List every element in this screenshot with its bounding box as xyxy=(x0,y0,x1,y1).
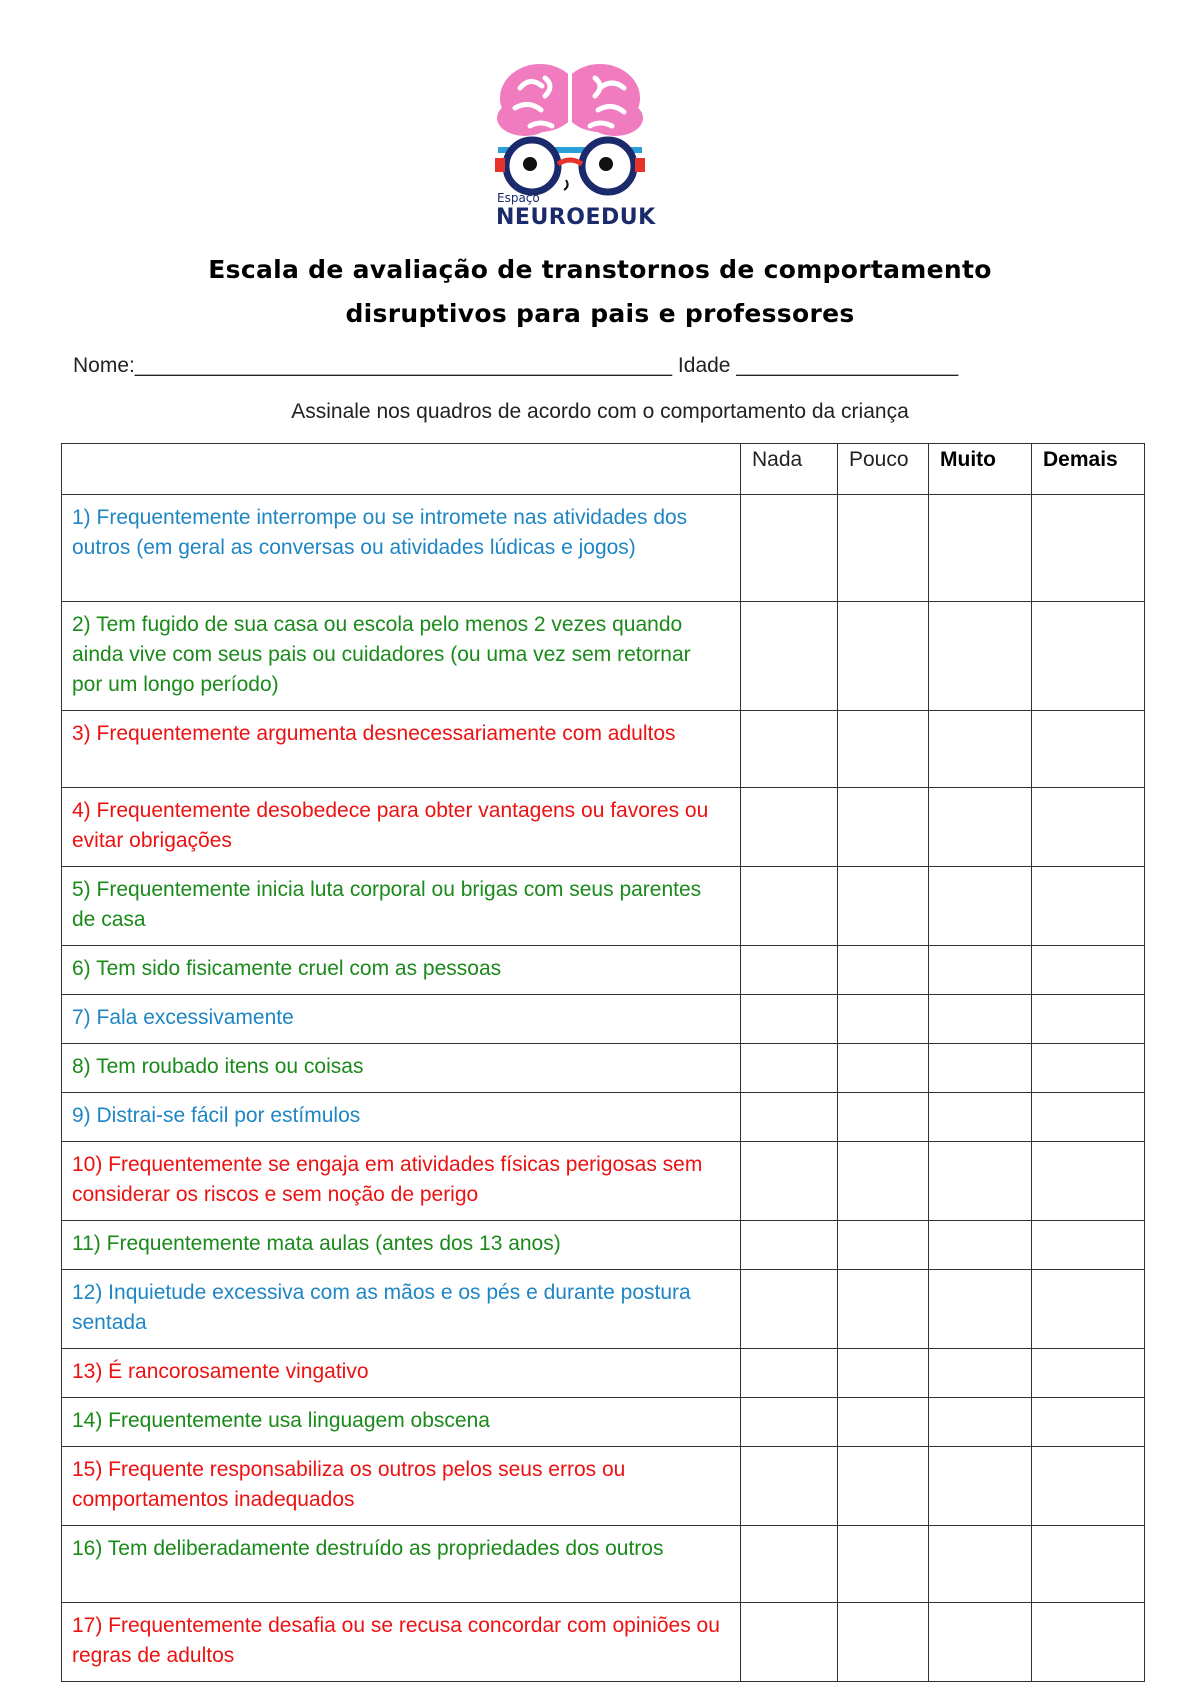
answer-box-demais[interactable] xyxy=(1032,495,1145,602)
table-row xyxy=(62,1270,1145,1349)
answer-box-pouco[interactable] xyxy=(838,1093,929,1142)
answer-box-muito[interactable] xyxy=(929,1044,1032,1093)
question-text: 3) Frequentemente argumenta desnecessariamente com adultos xyxy=(62,711,741,788)
answer-box-pouco[interactable] xyxy=(838,1221,929,1270)
answer-box-pouco[interactable] xyxy=(838,602,929,711)
question-text: 5) Frequentemente inicia luta corporal ou brigas com seus parentes de casa xyxy=(62,867,741,946)
answer-box-nada[interactable] xyxy=(741,495,838,602)
question-text: 17) Frequentemente desafia ou se recusa concordar com opiniões ou regras de adultos xyxy=(62,1603,741,1682)
answer-box-nada[interactable] xyxy=(741,602,838,711)
table-row xyxy=(62,995,1145,1044)
answer-box-nada[interactable] xyxy=(741,867,838,946)
header-pouco: Pouco xyxy=(838,444,929,495)
answer-box-demais[interactable] xyxy=(1032,1093,1145,1142)
answer-box-pouco[interactable] xyxy=(838,1270,929,1349)
answer-box-demais[interactable] xyxy=(1032,1142,1145,1221)
answer-box-nada[interactable] xyxy=(741,1270,838,1349)
table-row xyxy=(62,1447,1145,1526)
question-text: 8) Tem roubado itens ou coisas xyxy=(62,1044,741,1093)
question-text: 6) Tem sido fisicamente cruel com as pessoas xyxy=(62,946,741,995)
question-text: 12) Inquietude excessiva com as mãos e os pés e durante postura sentada xyxy=(62,1270,741,1349)
answer-box-nada[interactable] xyxy=(741,788,838,867)
page-title-line1: Escala de avaliação de transtornos de comportamento xyxy=(208,255,992,284)
answer-box-nada[interactable] xyxy=(741,1221,838,1270)
answer-box-nada[interactable] xyxy=(741,1093,838,1142)
answer-box-pouco[interactable] xyxy=(838,711,929,788)
header-demais: Demais xyxy=(1032,444,1145,495)
answer-box-pouco[interactable] xyxy=(838,1142,929,1221)
answer-box-muito[interactable] xyxy=(929,495,1032,602)
table-row xyxy=(62,1349,1145,1398)
question-text: 13) É rancorosamente vingativo xyxy=(62,1349,741,1398)
answer-box-muito[interactable] xyxy=(929,788,1032,867)
answer-box-demais[interactable] xyxy=(1032,995,1145,1044)
answer-box-pouco[interactable] xyxy=(838,995,929,1044)
answer-box-muito[interactable] xyxy=(929,602,1032,711)
answer-box-pouco[interactable] xyxy=(838,946,929,995)
answer-box-nada[interactable] xyxy=(741,995,838,1044)
answer-box-demais[interactable] xyxy=(1032,602,1145,711)
answer-box-nada[interactable] xyxy=(741,1142,838,1221)
answer-box-nada[interactable] xyxy=(741,1044,838,1093)
answer-box-demais[interactable] xyxy=(1032,1526,1145,1603)
question-text: 10) Frequentemente se engaja em atividades físicas perigosas sem considerar os riscos e sem noção de perigo xyxy=(62,1142,741,1221)
answer-box-nada[interactable] xyxy=(741,1398,838,1447)
answer-box-demais[interactable] xyxy=(1032,1349,1145,1398)
table-row xyxy=(62,1221,1145,1270)
name-age-fields[interactable]: Nome:______________________________________________ Idade ___________________ xyxy=(73,354,959,377)
question-text: 7) Fala excessivamente xyxy=(62,995,741,1044)
table-header-row xyxy=(62,444,1145,495)
answer-box-pouco[interactable] xyxy=(838,1526,929,1603)
answer-box-demais[interactable] xyxy=(1032,711,1145,788)
answer-box-muito[interactable] xyxy=(929,1221,1032,1270)
table-row xyxy=(62,602,1145,711)
question-text: 14) Frequentemente usa linguagem obscena xyxy=(62,1398,741,1447)
table-row xyxy=(62,1093,1145,1142)
table-row xyxy=(62,495,1145,602)
question-text: 9) Distrai-se fácil por estímulos xyxy=(62,1093,741,1142)
answer-box-demais[interactable] xyxy=(1032,1398,1145,1447)
answer-box-muito[interactable] xyxy=(929,1526,1032,1603)
answer-box-nada[interactable] xyxy=(741,1526,838,1603)
answer-box-demais[interactable] xyxy=(1032,1221,1145,1270)
answer-box-demais[interactable] xyxy=(1032,1447,1145,1526)
table-row xyxy=(62,1603,1145,1682)
glasses-icon xyxy=(495,140,645,192)
answer-box-demais[interactable] xyxy=(1032,867,1145,946)
answer-box-nada[interactable] xyxy=(741,711,838,788)
question-text: 2) Tem fugido de sua casa ou escola pelo menos 2 vezes quando ainda vive com seus pais ou cuidadores (ou uma vez sem retornar por um longo período) xyxy=(62,602,741,711)
answer-box-pouco[interactable] xyxy=(838,1603,929,1682)
answer-box-muito[interactable] xyxy=(929,1093,1032,1142)
answer-box-muito[interactable] xyxy=(929,946,1032,995)
answer-box-demais[interactable] xyxy=(1032,788,1145,867)
brain-icon xyxy=(497,64,643,138)
logo-brand-text: NEUROEDUK xyxy=(496,205,656,230)
answer-box-nada[interactable] xyxy=(741,946,838,995)
header-question xyxy=(62,444,741,495)
table-row xyxy=(62,946,1145,995)
table-row xyxy=(62,788,1145,867)
question-text: 4) Frequentemente desobedece para obter vantagens ou favores ou evitar obrigações xyxy=(62,788,741,867)
answer-box-demais[interactable] xyxy=(1032,1603,1145,1682)
page-title-line2: disruptivos para pais e professores xyxy=(345,299,855,328)
table-row xyxy=(62,711,1145,788)
table-row xyxy=(62,1526,1145,1603)
answer-box-demais[interactable] xyxy=(1032,1044,1145,1093)
question-text: 16) Tem deliberadamente destruído as propriedades dos outros xyxy=(62,1526,741,1603)
question-text: 1) Frequentemente interrompe ou se intromete nas atividades dos outros (em geral as conversas ou atividades lúdicas e jogos) xyxy=(62,495,741,602)
header-nada: Nada xyxy=(741,444,838,495)
answer-box-demais[interactable] xyxy=(1032,1270,1145,1349)
answer-box-pouco[interactable] xyxy=(838,495,929,602)
answer-box-muito[interactable] xyxy=(929,1349,1032,1398)
question-text: 15) Frequente responsabiliza os outros pelos seus erros ou comportamentos inadequados xyxy=(62,1447,741,1526)
table-row xyxy=(62,1398,1145,1447)
table-row xyxy=(62,1044,1145,1093)
answer-box-pouco[interactable] xyxy=(838,1447,929,1526)
answer-box-muito[interactable] xyxy=(929,1142,1032,1221)
answer-box-muito[interactable] xyxy=(929,867,1032,946)
answer-box-nada[interactable] xyxy=(741,1603,838,1682)
answer-box-pouco[interactable] xyxy=(838,1398,929,1447)
answer-box-nada[interactable] xyxy=(741,1349,838,1398)
instruction-text: Assinale nos quadros de acordo com o comportamento da criança xyxy=(291,400,909,423)
answer-box-demais[interactable] xyxy=(1032,946,1145,995)
answer-box-muito[interactable] xyxy=(929,1603,1032,1682)
rating-table xyxy=(61,443,1145,1682)
answer-box-nada[interactable] xyxy=(741,1447,838,1526)
answer-box-muito[interactable] xyxy=(929,1398,1032,1447)
answer-box-muito[interactable] xyxy=(929,1270,1032,1349)
answer-box-muito[interactable] xyxy=(929,711,1032,788)
question-text: 11) Frequentemente mata aulas (antes dos 13 anos) xyxy=(62,1221,741,1270)
answer-box-muito[interactable] xyxy=(929,995,1032,1044)
answer-box-pouco[interactable] xyxy=(838,1349,929,1398)
logo-small-text: Espaço xyxy=(497,191,540,205)
header-muito: Muito xyxy=(929,444,1032,495)
answer-box-pouco[interactable] xyxy=(838,788,929,867)
answer-box-pouco[interactable] xyxy=(838,867,929,946)
answer-box-muito[interactable] xyxy=(929,1447,1032,1526)
table-row xyxy=(62,867,1145,946)
table-row xyxy=(62,1142,1145,1221)
answer-box-pouco[interactable] xyxy=(838,1044,929,1093)
